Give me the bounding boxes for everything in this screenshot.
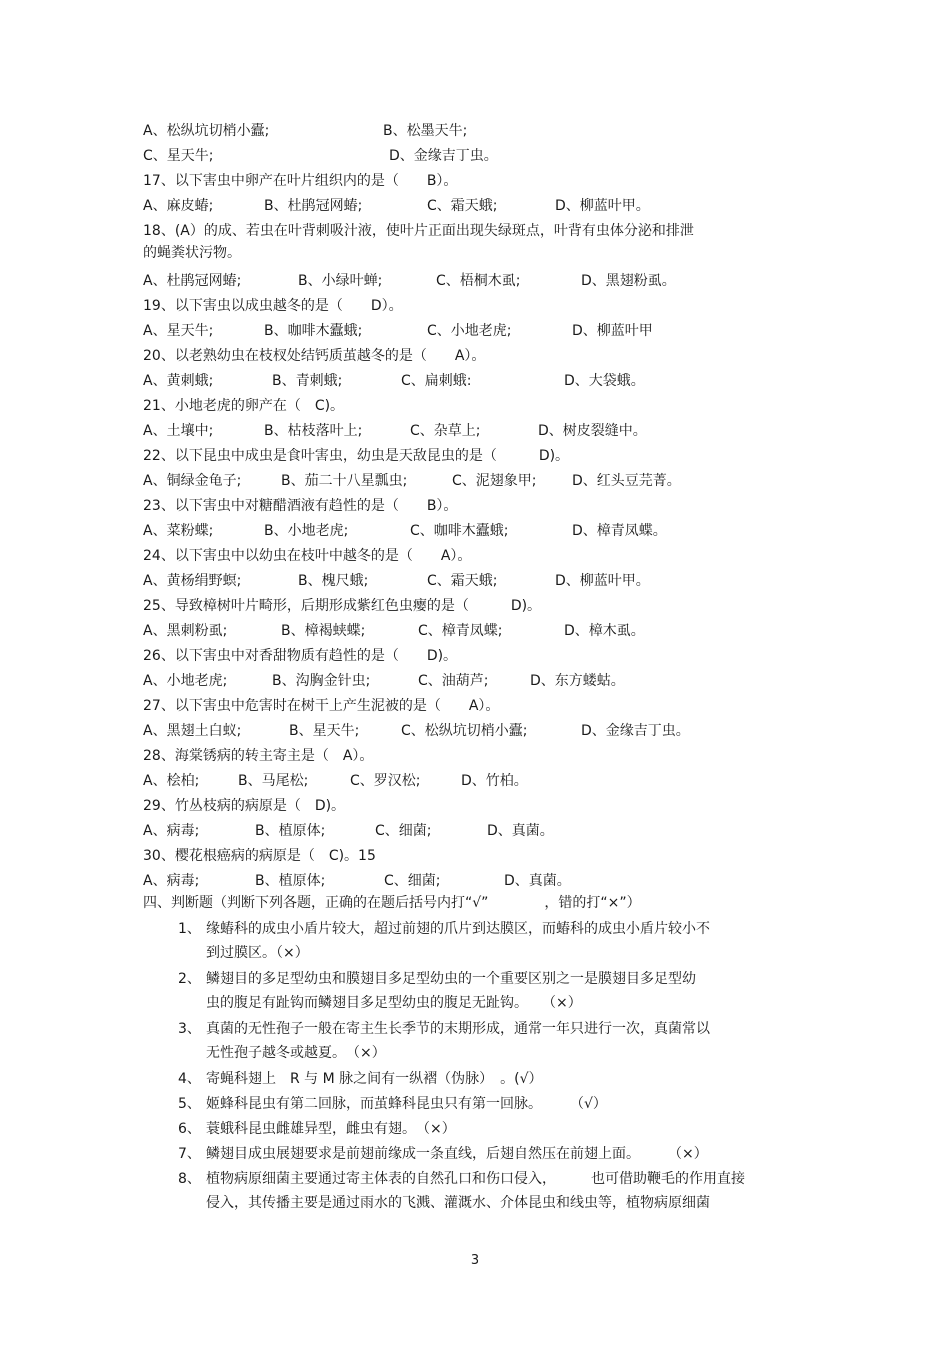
answer-option: C、星天牛;: [143, 148, 214, 164]
question-text: 23、以下害虫中对糖醋酒液有趋性的是（ B）。: [143, 498, 458, 514]
answer-option: C、细菌;: [384, 873, 441, 889]
answer-option: C、霜天蛾;: [427, 198, 498, 214]
answer-option: B、青刺蛾;: [272, 373, 343, 389]
answer-option: B、沟胸金针虫;: [272, 673, 371, 689]
page-number: 3: [470, 1253, 480, 1268]
judgment-text: 真菌的无性孢子一般在寄主生长季节的末期形成，通常一年只进行一次，真菌常以: [206, 1021, 710, 1037]
question-text: 18、(A）的成、若虫在叶背刺吸汁液，使叶片正面出现失绿斑点，叶背有虫体分泌和排泄: [143, 223, 694, 239]
answer-option: C、小地老虎;: [427, 323, 512, 339]
judgment-text: 无性孢子越冬或越夏。 （×）: [206, 1045, 386, 1061]
judgment-text: 到过膜区。（×）: [206, 945, 309, 961]
answer-option: D、树皮裂缝中。: [538, 423, 647, 439]
answer-option: A、黑翅土白蚁;: [143, 723, 242, 739]
question-text: 20、以老熟幼虫在枝杈处结钙质茧越冬的是（ A）。: [143, 348, 486, 364]
judgment-text: 虫的腹足有趾钩而鳞翅目多足型幼虫的腹足无趾钩。 （×）: [206, 995, 582, 1011]
answer-option: C、杂草上;: [410, 423, 481, 439]
judgment-text: 缘蝽科的成虫小盾片较大，超过前翅的爪片到达膜区，而蝽科的成虫小盾片较小不: [206, 921, 710, 937]
answer-option: C、罗汉松;: [350, 773, 421, 789]
judgment-number: 6、: [178, 1121, 201, 1137]
answer-option: B、植原体;: [255, 873, 326, 889]
answer-option: B、植原体;: [255, 823, 326, 839]
question-text: 25、导致樟树叶片畸形，后期形成紫红色虫瘿的是（ D)。: [143, 598, 542, 614]
question-text: 29、竹丛枝病的病原是（ D)。: [143, 798, 346, 814]
answer-option: C、细菌;: [375, 823, 432, 839]
answer-option: D、柳蓝叶甲。: [555, 573, 650, 589]
answer-option: A、麻皮蝽;: [143, 198, 214, 214]
answer-option: B、小地老虎;: [264, 523, 349, 539]
answer-option: A、土壤中;: [143, 423, 214, 439]
judgment-number: 4、: [178, 1071, 201, 1087]
question-text: 27、以下害虫中危害时在树干上产生泥被的是（ A）。: [143, 698, 500, 714]
question-text: 17、以下害虫中卵产在叶片组织内的是（ B）。: [143, 173, 458, 189]
answer-option: D、东方蝼蛄。: [530, 673, 625, 689]
answer-option: B、茄二十八星瓢虫;: [281, 473, 408, 489]
answer-option: A、铜绿金龟子;: [143, 473, 242, 489]
question-text: 24、以下害虫中以幼虫在枝叶中越冬的是（ A）。: [143, 548, 472, 564]
answer-option: C、松纵坑切梢小蠹;: [401, 723, 528, 739]
judgment-number: 1、: [178, 921, 201, 937]
answer-option: D、真菌。: [487, 823, 554, 839]
judgment-number: 8、: [178, 1171, 201, 1187]
answer-option: C、扁刺蛾:: [401, 373, 472, 389]
answer-option: A、杜鹃冠网蝽;: [143, 273, 242, 289]
answer-option: B、杜鹃冠网蝽;: [264, 198, 363, 214]
answer-option: B、咖啡木蠹蛾;: [264, 323, 363, 339]
judgment-number: 7、: [178, 1146, 201, 1162]
answer-option: D、柳蓝叶甲: [572, 323, 653, 339]
answer-option: C、咖啡木蠹蛾;: [410, 523, 509, 539]
answer-option: C、霜天蛾;: [427, 573, 498, 589]
answer-option: A、病毒;: [143, 873, 200, 889]
answer-option: D、竹柏。: [461, 773, 528, 789]
question-text: 的蝇粪状污物。: [143, 245, 241, 261]
answer-option: B、枯枝落叶上;: [264, 423, 363, 439]
question-text: 30、樱花根癌病的病原是（ C)。15: [143, 848, 376, 864]
answer-option: D、柳蓝叶甲。: [555, 198, 650, 214]
answer-option: C、梧桐木虱;: [436, 273, 521, 289]
answer-option: A、黑刺粉虱;: [143, 623, 228, 639]
answer-option: D、黑翅粉虱。: [581, 273, 676, 289]
judgment-number: 2、: [178, 971, 201, 987]
answer-option: A、桧柏;: [143, 773, 200, 789]
judgment-text: 侵入，其传播主要是通过雨水的飞溅、灌溉水、介体昆虫和线虫等，植物病原细菌: [206, 1195, 710, 1211]
question-text: 19、以下害虫以成虫越冬的是（ D）。: [143, 298, 403, 314]
answer-option: A、星天牛;: [143, 323, 214, 339]
answer-option: D、樟青凤蝶。: [572, 523, 667, 539]
judgment-text: 蓑蛾科昆虫雌雄异型，雌虫有翅。 （×）: [206, 1121, 456, 1137]
answer-option: A、黄杨绢野螟;: [143, 573, 242, 589]
answer-option: B、马尾松;: [238, 773, 309, 789]
judgment-number: 5、: [178, 1096, 201, 1112]
answer-option: C、泥翅象甲;: [452, 473, 537, 489]
answer-option: B、松墨天牛;: [383, 123, 468, 139]
question-text: 22、以下昆虫中成虫是食叶害虫，幼虫是天敌昆虫的是（ D)。: [143, 448, 570, 464]
answer-option: B、星天牛;: [289, 723, 360, 739]
answer-option: A、小地老虎;: [143, 673, 228, 689]
question-text: 21、小地老虎的卵产在（ C)。: [143, 398, 345, 414]
answer-option: A、菜粉蝶;: [143, 523, 214, 539]
judgment-text: 寄蝇科翅上 R 与 M 脉之间有一纵褶（伪脉） 。(√）: [206, 1071, 543, 1087]
answer-option: B、槐尺蛾;: [298, 573, 369, 589]
judgment-text: 姬蜂科昆虫有第二回脉，而茧蜂科昆虫只有第一回脉。 （√）: [206, 1096, 607, 1112]
question-text: 四、判断题（判断下列各题，正确的在题后括号内打“√” ，错的打“×”）: [143, 895, 641, 911]
answer-option: C、樟青凤蝶;: [418, 623, 503, 639]
judgment-text: 鳞翅目的多足型幼虫和膜翅目多足型幼虫的一个重要区别之一是膜翅目多足型幼: [206, 971, 696, 987]
judgment-text: 植物病原细菌主要通过寄主体表的自然孔口和伤口侵入， 也可借助鞭毛的作用直接: [206, 1171, 745, 1187]
answer-option: D、红头豆芫菁。: [572, 473, 681, 489]
answer-option: B、小绿叶蝉;: [298, 273, 383, 289]
answer-option: A、病毒;: [143, 823, 200, 839]
judgment-number: 3、: [178, 1021, 201, 1037]
question-text: 28、海棠锈病的转主寄主是（ A）。: [143, 748, 374, 764]
answer-option: B、樟褐蛱蝶;: [281, 623, 366, 639]
answer-option: D、金缘吉丁虫。: [581, 723, 690, 739]
answer-option: A、松纵坑切梢小蠹;: [143, 123, 270, 139]
answer-option: D、真菌。: [504, 873, 571, 889]
answer-option: D、樟木虱。: [564, 623, 645, 639]
answer-option: A、黄刺蛾;: [143, 373, 214, 389]
answer-option: C、油葫芦;: [418, 673, 489, 689]
question-text: 26、以下害虫中对香甜物质有趋性的是（ D)。: [143, 648, 458, 664]
answer-option: D、金缘吉丁虫。: [389, 148, 498, 164]
answer-option: D、大袋蛾。: [564, 373, 645, 389]
judgment-text: 鳞翅目成虫展翅要求是前翅前缘成一条直线，后翅自然压在前翅上面。 （×）: [206, 1146, 708, 1162]
